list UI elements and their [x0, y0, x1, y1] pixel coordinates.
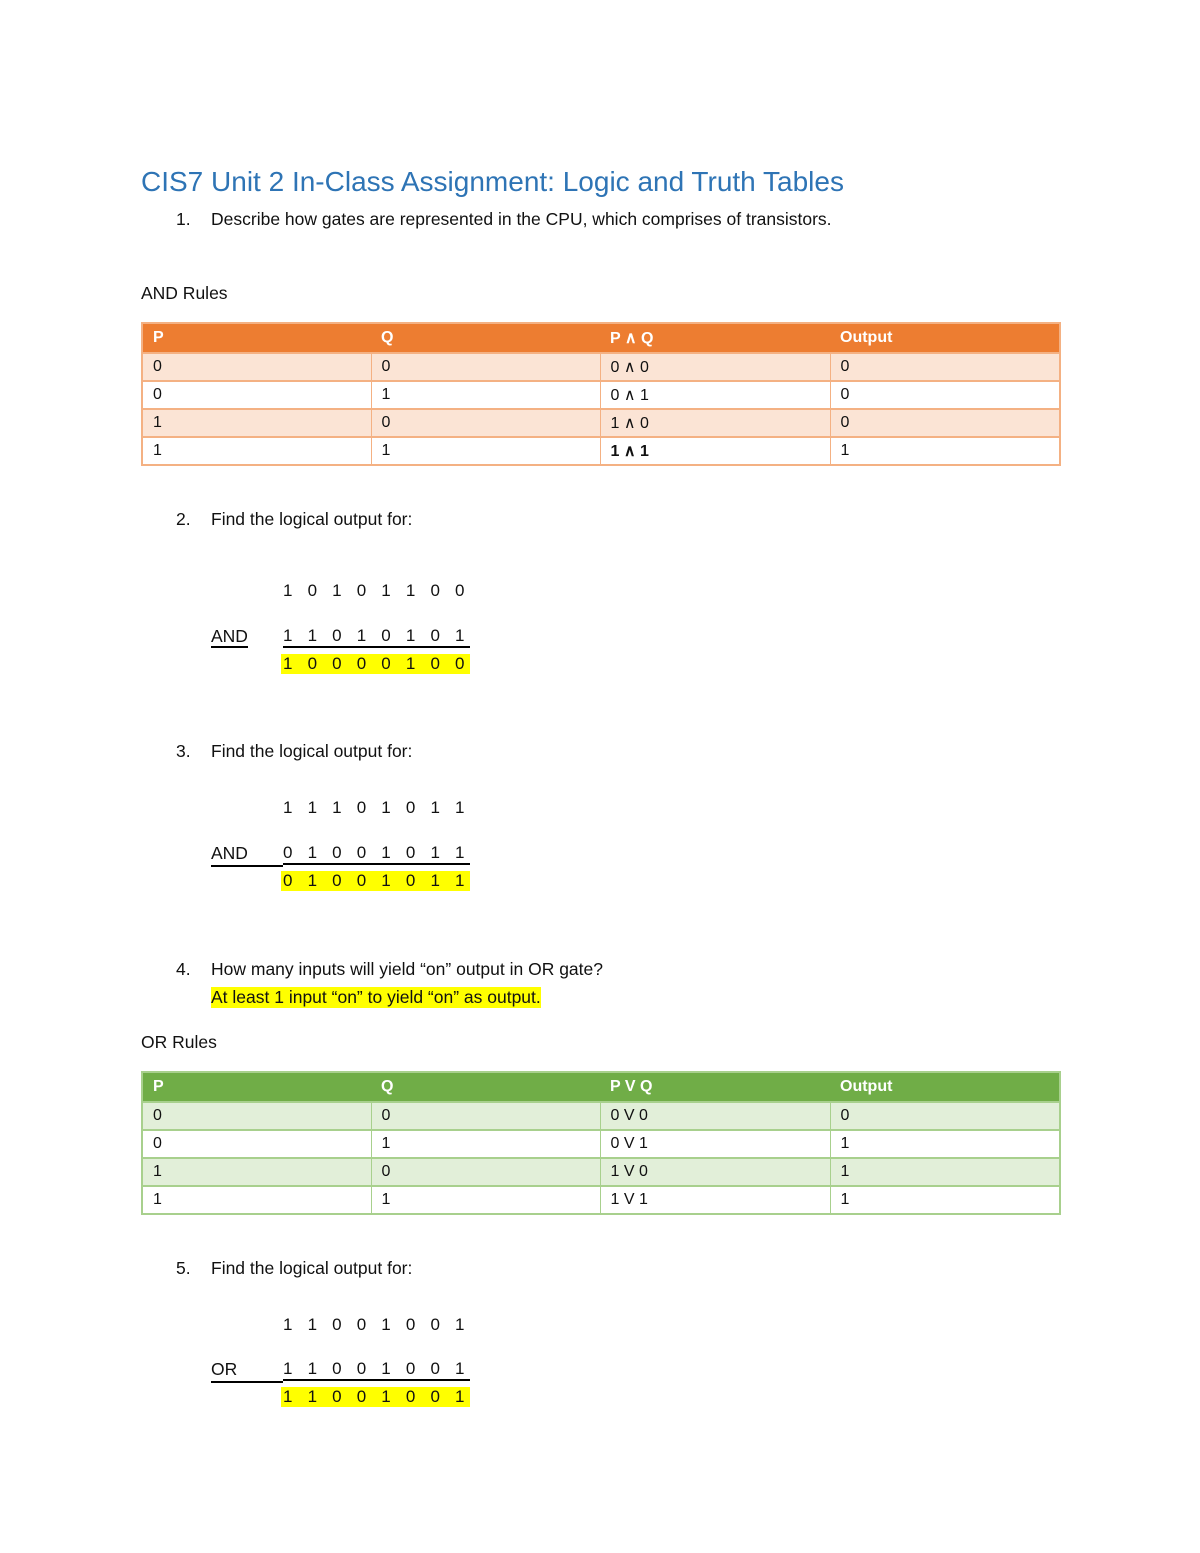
- table-cell: 0: [371, 1158, 600, 1186]
- question-5-number: 5.: [176, 1258, 191, 1278]
- table-cell: 0 ∧ 1: [600, 381, 830, 409]
- table-cell: 1: [142, 437, 371, 465]
- table-cell: 0: [371, 409, 600, 437]
- table-cell: 1: [142, 1158, 371, 1186]
- operator-label: AND: [211, 843, 283, 867]
- table-cell: 0 ∧ 0: [600, 353, 830, 381]
- table-row: [142, 409, 1060, 437]
- table-cell: 1: [830, 1130, 1060, 1158]
- operand-a: 1 0 1 0 1 1 0 0: [283, 581, 470, 600]
- table-cell: 0 V 1: [600, 1130, 830, 1158]
- question-3-number: 3.: [176, 741, 191, 761]
- table-cell: 1: [371, 381, 600, 409]
- question-3-text: Find the logical output for:: [211, 741, 413, 761]
- result-answer: 0 1 0 0 1 0 1 1: [283, 871, 470, 890]
- table-row: [142, 381, 1060, 409]
- table-cell: 0 V 0: [600, 1102, 830, 1130]
- column-header-p-and-q: P ∧ Q: [600, 323, 830, 353]
- operand-b: 1 1 0 1 0 1 0 1: [283, 626, 470, 648]
- table-cell: 0: [371, 353, 600, 381]
- column-header-p: P: [142, 1072, 371, 1102]
- table-cell: 1: [371, 1130, 600, 1158]
- question-1-text: Describe how gates are represented in the CPU, which comprises of transistors.: [211, 209, 832, 229]
- operator-label: OR: [211, 1359, 283, 1383]
- question-4-number: 4.: [176, 959, 191, 979]
- table-cell: 1: [830, 1186, 1060, 1214]
- question-5-text: Find the logical output for:: [211, 1258, 413, 1278]
- table-cell: 1 ∧ 1: [600, 437, 830, 465]
- table-cell: 1: [142, 409, 371, 437]
- question-4-text: How many inputs will yield “on” output in OR gate?: [211, 959, 603, 979]
- table-row: [142, 437, 1060, 465]
- column-header-output: Output: [830, 323, 1060, 353]
- table-cell: 0: [830, 1102, 1060, 1130]
- table-cell: 1 V 0: [600, 1158, 830, 1186]
- table-cell: 0: [142, 353, 371, 381]
- table-row: [142, 1130, 1060, 1158]
- result-answer: 1 1 0 0 1 0 0 1: [283, 1387, 470, 1406]
- table-row: [142, 353, 1060, 381]
- table-cell: 0: [142, 381, 371, 409]
- question-2-text: Find the logical output for:: [211, 509, 413, 529]
- table-cell: 1 V 1: [600, 1186, 830, 1214]
- table-row: [142, 1186, 1060, 1214]
- table-row: [142, 1102, 1060, 1130]
- table-cell: 0: [830, 409, 1060, 437]
- table-cell: 1: [830, 437, 1060, 465]
- table-header-row: [142, 323, 1060, 353]
- table-cell: 1: [371, 437, 600, 465]
- column-header-q: Q: [371, 323, 600, 353]
- table-cell: 0: [830, 381, 1060, 409]
- operand-a: 1 1 0 0 1 0 0 1: [283, 1315, 470, 1334]
- table-cell: 1 ∧ 0: [600, 409, 830, 437]
- result-answer: 1 0 0 0 0 1 0 0: [283, 654, 470, 673]
- operator-wrap: [211, 626, 283, 647]
- question-4-answer: At least 1 input “on” to yield “on” as output.: [211, 987, 541, 1007]
- operand-b: 0 1 0 0 1 0 1 1: [283, 843, 470, 865]
- table-cell: 0: [142, 1102, 371, 1130]
- question-1-number: 1.: [176, 209, 191, 229]
- question-2-number: 2.: [176, 509, 191, 529]
- table-cell: 0: [142, 1130, 371, 1158]
- column-header-p: P: [142, 323, 371, 353]
- table-cell: 1: [142, 1186, 371, 1214]
- and-rules-heading: AND Rules: [141, 283, 228, 303]
- or-truth-table: [141, 1071, 1061, 1215]
- table-cell: 1: [830, 1158, 1060, 1186]
- table-row: [142, 1158, 1060, 1186]
- table-header-row: [142, 1072, 1060, 1102]
- column-header-q: Q: [371, 1072, 600, 1102]
- column-header-p-or-q: P V Q: [600, 1072, 830, 1102]
- operand-a: 1 1 1 0 1 0 1 1: [283, 798, 470, 817]
- page-title: CIS7 Unit 2 In-Class Assignment: Logic and Truth Tables: [141, 166, 844, 197]
- table-cell: 0: [371, 1102, 600, 1130]
- or-rules-heading: OR Rules: [141, 1032, 217, 1052]
- and-truth-table: [141, 322, 1061, 466]
- table-cell: 1: [371, 1186, 600, 1214]
- column-header-output: Output: [830, 1072, 1060, 1102]
- table-cell: 0: [830, 353, 1060, 381]
- operator-label: AND: [211, 626, 248, 646]
- operand-b: 1 1 0 0 1 0 0 1: [283, 1359, 470, 1381]
